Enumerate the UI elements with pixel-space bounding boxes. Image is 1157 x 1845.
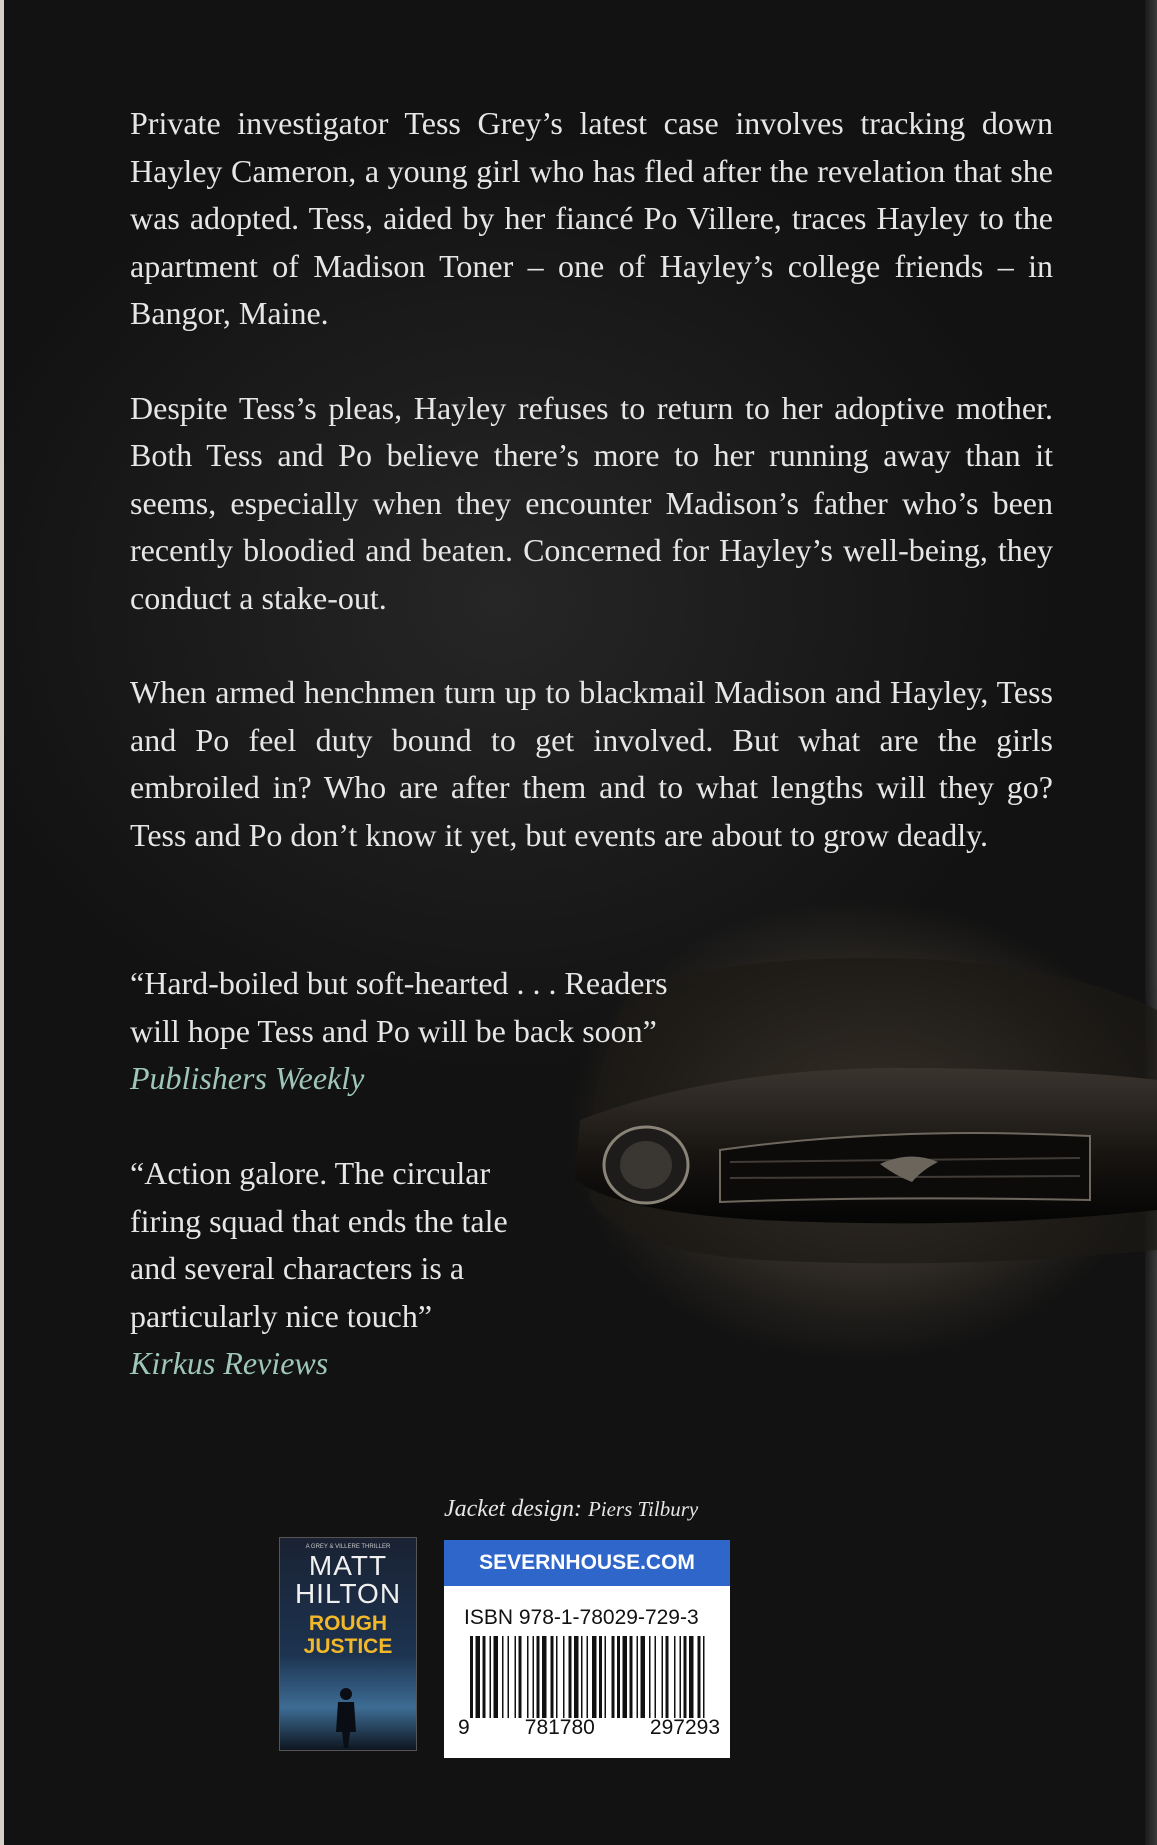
- barcode-bar: [502, 1636, 504, 1718]
- quote-source: Kirkus Reviews: [130, 1345, 329, 1381]
- quote-line: will hope Tess and Po will be back soon”: [130, 1012, 657, 1049]
- spine-edge-right: [1145, 0, 1157, 1845]
- barcode-bar: [649, 1636, 651, 1718]
- website-banner[interactable]: SEVERNHOUSE.COM: [444, 1540, 730, 1586]
- barcode-bar: [587, 1636, 589, 1718]
- mini-cover-tagline: A GREY & VILLERE THRILLER: [305, 1544, 391, 1550]
- barcode-bar: [470, 1636, 473, 1718]
- quote-source: Publishers Weekly: [130, 1060, 365, 1096]
- barcode-bar: [527, 1636, 529, 1718]
- barcode-bar: [641, 1636, 646, 1718]
- barcode-bar: [605, 1636, 607, 1718]
- mini-cover-figure-icon: [318, 1680, 378, 1750]
- barcode-bar: [680, 1636, 682, 1718]
- mini-cover-author: [280, 1552, 416, 1608]
- barcode-bar: [655, 1636, 657, 1718]
- barcode-bar: [537, 1636, 540, 1718]
- mini-cover-author-last: HILTON: [294, 1578, 402, 1609]
- barcode-bar: [592, 1636, 597, 1718]
- barcode-bar: [666, 1636, 669, 1718]
- barcode-bar: [569, 1636, 572, 1718]
- barcode-digits-right: 297293: [649, 1716, 720, 1739]
- synopsis: [130, 100, 1053, 906]
- barcode-digits-left: 781780: [524, 1716, 595, 1739]
- quote-line: firing squad that ends the tale: [130, 1202, 508, 1239]
- quote-line: “Hard-boiled but soft-hearted . . . Readers: [130, 965, 668, 1001]
- barcode-bar: [483, 1636, 486, 1718]
- barcode-bar: [494, 1636, 499, 1718]
- barcode-bar: [556, 1636, 558, 1718]
- quote-line: and several characters is a: [130, 1250, 465, 1286]
- barcode-bar: [515, 1636, 517, 1718]
- barcode-bar: [542, 1636, 547, 1718]
- barcode-bar: [476, 1636, 481, 1718]
- barcode-bar: [674, 1636, 676, 1718]
- quote-line: particularly nice touch”: [130, 1297, 433, 1334]
- barcode-bar: [508, 1636, 510, 1718]
- barcode-bar: [623, 1636, 628, 1718]
- jacket-design-credit: [444, 1496, 698, 1523]
- barcode-bar: [662, 1636, 664, 1718]
- credit-name: Piers Tilbury: [587, 1497, 699, 1521]
- mini-cover-title: [280, 1612, 416, 1658]
- isbn-number: ISBN 978-1-78029-729-3: [464, 1606, 699, 1629]
- barcode-bar: [637, 1636, 639, 1718]
- barcode-bar: [533, 1636, 535, 1718]
- barcode-bar: [630, 1636, 633, 1718]
- barcode-bar: [599, 1636, 602, 1718]
- credit-label: Jacket design:: [444, 1496, 582, 1522]
- barcode-bar: [689, 1636, 694, 1718]
- barcode-bar: [612, 1636, 615, 1718]
- synopsis-paragraph-3: When armed henchmen turn up to blackmail Madison and Hayley, Tess and Po feel duty bound to get involved. But what are the girls embroiled in? Who are after them and to what lengths will they go? Tess and Po don’t know it yet, but events are about to grow deadly.: [130, 674, 1053, 853]
- isbn-panel: [444, 1540, 730, 1758]
- mini-book-cover: [279, 1537, 417, 1751]
- barcode-digits: [458, 1716, 720, 1740]
- barcode-bar: [574, 1636, 579, 1718]
- barcode-bar: [698, 1636, 701, 1718]
- review-quote-publishers-weekly: [130, 960, 750, 1103]
- barcode-bar: [490, 1636, 492, 1718]
- barcode-digit-prefix: 9: [458, 1716, 470, 1739]
- barcode-bar: [617, 1636, 620, 1718]
- page-edge-left: [0, 0, 4, 1845]
- mini-cover-title-1: ROUGH: [308, 1612, 388, 1635]
- barcode: [470, 1636, 706, 1718]
- review-quote-kirkus: [130, 1150, 580, 1388]
- synopsis-paragraph-1: Private investigator Tess Grey’s latest case involves tracking down Hayley Cameron, a young girl who has fled after the revelation that she was adopted. Tess, aided by her fiancé Po Villere, traces Hayley to the apartment of Madison Toner – one of Hayley’s college friends – in Bangor, Maine.: [130, 105, 1053, 331]
- mini-cover-title-2: JUSTICE: [303, 1635, 393, 1658]
- barcode-bar: [581, 1636, 583, 1718]
- barcode-bar: [684, 1636, 687, 1718]
- synopsis-paragraph-2: Despite Tess’s pleas, Hayley refuses to return to her adoptive mother. Both Tess and Po believe there’s more to her running away than it seems, especially when they encounter Madison’s father who’s been recently bloodied and beaten. Concerned for Hayley’s well-being, they conduct a stake-out.: [130, 389, 1053, 616]
- barcode-bar: [563, 1636, 565, 1718]
- barcode-bar: [519, 1636, 522, 1718]
- quote-line: “Action galore. The circular: [130, 1155, 491, 1191]
- barcode-bar: [703, 1636, 705, 1718]
- mini-cover-author-first: MATT: [308, 1550, 388, 1581]
- barcode-bar: [551, 1636, 554, 1718]
